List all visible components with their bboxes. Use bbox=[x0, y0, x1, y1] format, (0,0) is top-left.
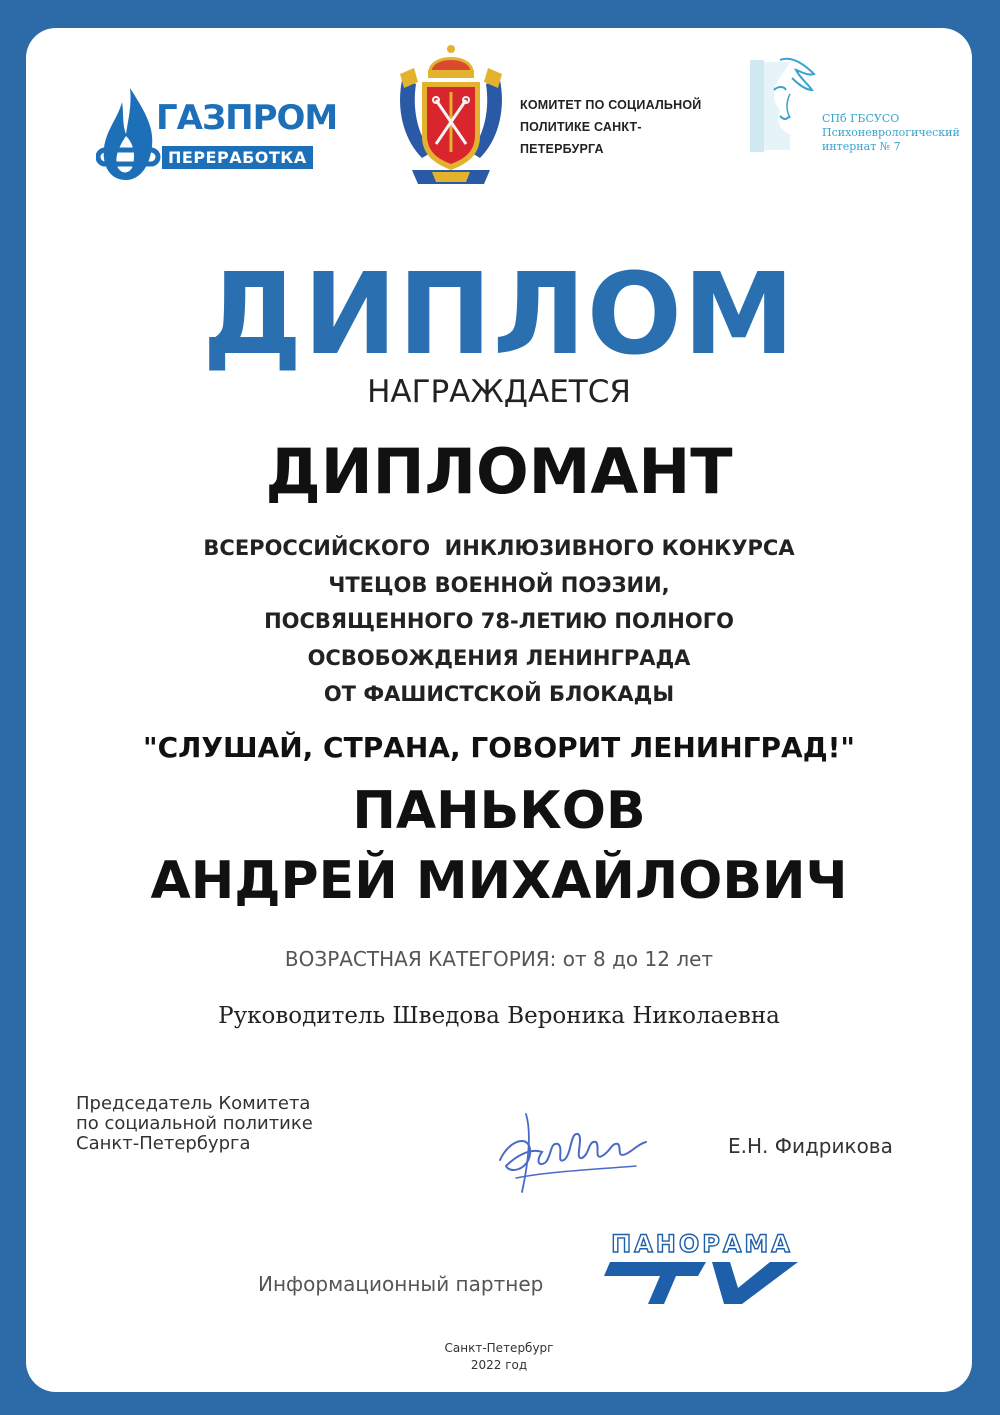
contest-line-1: ВСЕРОССИЙСКОГО ИНКЛЮЗИВНОГО КОНКУРСА bbox=[203, 536, 795, 560]
committee-line-1: КОМИТЕТ ПО СОЦИАЛЬНОЙ bbox=[520, 98, 702, 112]
pni-line-1: СПб ГБСУСО bbox=[822, 112, 900, 125]
contest-line-2: ЧТЕЦОВ ВОЕННОЙ ПОЭЗИИ, bbox=[328, 572, 670, 597]
committee-line-2: ПОЛИТИКЕ САНКТ-ПЕТЕРБУРГА bbox=[520, 120, 642, 156]
panorama-wordmark: ПАНОРАМА bbox=[611, 1230, 793, 1258]
gazprom-wordmark: ГАЗПРОМ bbox=[156, 98, 338, 138]
contest-line-4: ОСВОБОЖДЕНИЯ ЛЕНИНГРАДА bbox=[307, 645, 691, 670]
chair-position bbox=[76, 1094, 406, 1154]
footer bbox=[26, 1340, 972, 1374]
partner-label: Информационный партнер bbox=[258, 1272, 544, 1296]
leader-line: Руководитель Шведова Вероника Николаевна bbox=[218, 1003, 780, 1029]
contest-slogan: "СЛУШАЙ, СТРАНА, ГОВОРИТ ЛЕНИНГРАД!" bbox=[143, 731, 855, 764]
contest-line-5: ОТ ФАШИСТСКОЙ БЛОКАДЫ bbox=[323, 682, 675, 706]
position-line-3: Санкт-Петербурга bbox=[76, 1133, 251, 1154]
contest-description bbox=[26, 530, 972, 713]
gazprom-logo bbox=[96, 76, 338, 186]
recipient-given-names: АНДРЕЙ МИХАЙЛОВИЧ bbox=[150, 851, 848, 911]
position-line-1: Председатель Комитета bbox=[76, 1093, 311, 1114]
diploma-title: ДИПЛОМ bbox=[202, 250, 796, 380]
panorama-tv-logo bbox=[602, 1228, 802, 1308]
footer-city: Санкт-Петербург bbox=[444, 1341, 554, 1355]
pni-line-2: Психоневрологический bbox=[822, 126, 960, 139]
spb-coat-of-arms-icon bbox=[392, 40, 510, 190]
pni-line-2-3 bbox=[822, 126, 960, 154]
gazprom-subtitle: ПЕРЕРАБОТКА bbox=[162, 146, 313, 169]
awarded-label: НАГРАЖДАЕТСЯ bbox=[367, 374, 631, 410]
pni-line-3: интернат № 7 bbox=[822, 140, 901, 153]
position-line-2: по социальной политике bbox=[76, 1113, 313, 1134]
handwritten-signature bbox=[486, 1094, 666, 1204]
footer-year: 2022 год bbox=[470, 1358, 528, 1372]
signer-name: Е.Н. Фидрикова bbox=[728, 1134, 893, 1158]
diploma-sheet bbox=[26, 28, 972, 1392]
recipient-surname: ПАНЬКОВ bbox=[352, 781, 646, 841]
panorama-tv-mark bbox=[602, 1258, 802, 1308]
recipient-name bbox=[26, 776, 972, 916]
rank-title: ДИПЛОМАНТ bbox=[265, 435, 733, 508]
age-category: ВОЗРАСТНАЯ КАТЕГОРИЯ: от 8 до 12 лет bbox=[284, 947, 714, 971]
face-hand-icon bbox=[750, 54, 816, 154]
committee-caption bbox=[520, 94, 720, 160]
pni-logo bbox=[750, 52, 960, 162]
contest-line-3: ПОСВЯЩЕННОГО 78-ЛЕТИЮ ПОЛНОГО bbox=[264, 609, 734, 633]
